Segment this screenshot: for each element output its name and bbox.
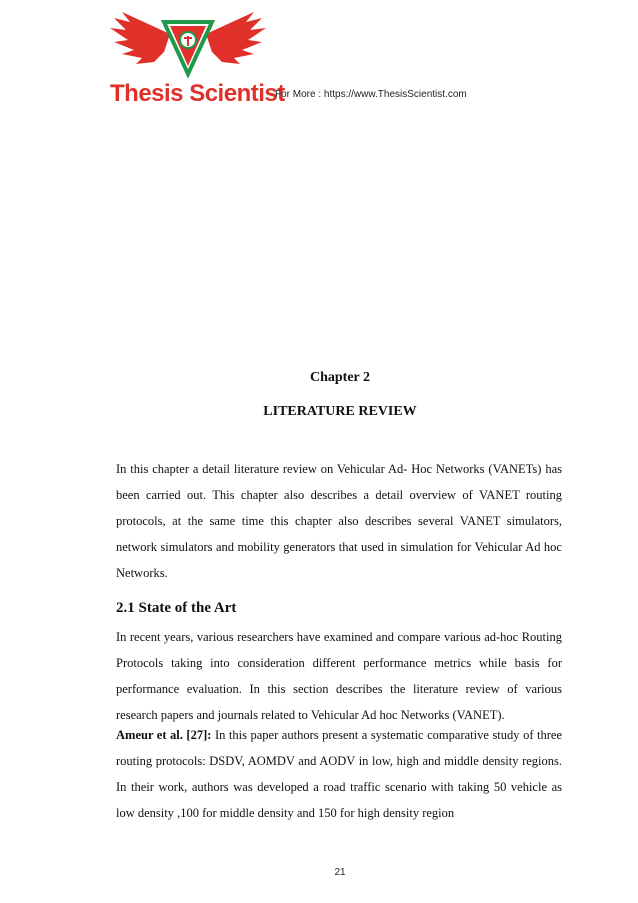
thesis-scientist-logo [108,12,285,107]
ameur-text: In this paper authors present a systematic comparative study of three routing protocols: DSDV, AOMDV and AODV in low, high and middle density regions. In their work, authors was developed a road traffic scenario with taking 50 vehicle as low density ,100 for middle density and 150 for high density region [116,728,562,820]
intro-paragraph: In this chapter a detail literature review on Vehicular Ad- Hoc Networks (VANETs) has been carried out. This chapter also describes a detail overview of VANET routing protocols, at the same time this chapter also describes several VANET simulators, network simulators and mobility generators that used in simulation for Vehicular Ad hoc Networks. [116,462,562,580]
winged-triangle-emblem-icon [108,12,268,84]
section-heading: 2.1 State of the Art [116,600,237,616]
header-website-link[interactable]: For More : https://www.ThesisScientist.com [275,89,467,100]
ameur-citation: Ameur et al. [27]: [116,728,212,742]
chapter-title: LITERATURE REVIEW [263,404,417,419]
chapter-number: Chapter 2 [309,370,371,385]
logo-wordmark: Thesis Scientist [110,80,285,107]
state-of-art-paragraph: In recent years, various researchers have examined and compare various ad-hoc Routing Protocols taking into consideration different performance metrics while basis for performance evaluation. In this section describes the literature review of various research papers and journals related to Vehicular Ad hoc Networks (VANET). [116,630,562,722]
ameur-paragraph [116,722,562,826]
page-number: 21 [334,867,346,878]
